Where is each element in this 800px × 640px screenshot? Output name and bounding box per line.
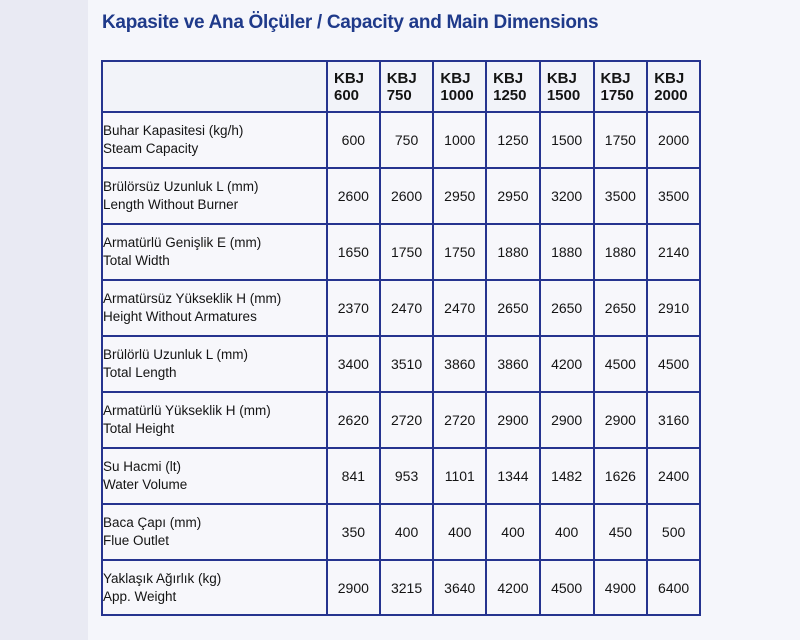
column-model: 750 [386, 86, 412, 104]
table-row [102, 504, 700, 560]
column-model: 1500 [546, 86, 581, 104]
header-corner-cell [102, 61, 327, 112]
row-label-en: Steam Capacity [103, 141, 199, 156]
table-cell: 2650 [594, 280, 648, 336]
column-prefix: KBJ [654, 69, 685, 87]
row-label [102, 168, 327, 224]
page-title: Kapasite ve Ana Ölçüler / Capacity and Main Dimensions [102, 12, 599, 33]
table-cell: 500 [647, 504, 700, 560]
row-label-en: Total Height [103, 421, 175, 436]
column-prefix: KBJ [440, 69, 471, 87]
table-cell: 600 [327, 112, 380, 168]
table-cell: 3510 [380, 336, 434, 392]
table-row [102, 392, 700, 448]
table-cell: 2950 [433, 168, 486, 224]
table-cell: 1344 [486, 448, 540, 504]
row-label [102, 448, 327, 504]
table-cell: 2720 [433, 392, 486, 448]
column-model: 1750 [600, 86, 634, 104]
table-cell: 4200 [540, 336, 594, 392]
row-label-en: Total Length [103, 365, 177, 380]
row-label [102, 336, 327, 392]
table-cell: 400 [380, 504, 434, 560]
row-label [102, 560, 327, 615]
row-label-en: Length Without Burner [103, 197, 239, 212]
row-label [102, 112, 327, 168]
table-cell: 1000 [433, 112, 486, 168]
table-cell: 2370 [327, 280, 380, 336]
table-cell: 953 [380, 448, 434, 504]
row-label-tr: Brülörsüz Uzunluk L (mm) [103, 179, 259, 194]
table-cell: 400 [486, 504, 540, 560]
table-cell: 1880 [594, 224, 648, 280]
table-cell: 4200 [486, 560, 540, 615]
table-cell: 3200 [540, 168, 594, 224]
row-label-tr: Baca Çapı (mm) [103, 515, 202, 530]
table-cell: 2900 [486, 392, 540, 448]
column-header [486, 61, 540, 112]
column-prefix: KBJ [546, 69, 577, 87]
dimensions-table [101, 60, 701, 616]
table-cell: 2900 [594, 392, 648, 448]
row-label [102, 280, 327, 336]
row-label-en: Water Volume [103, 477, 188, 492]
column-header [647, 61, 700, 112]
row-label-tr: Yaklaşık Ağırlık (kg) [103, 570, 222, 586]
row-label-tr: Brülörlü Uzunluk L (mm) [103, 347, 249, 362]
table-cell: 1626 [594, 448, 648, 504]
row-label [102, 224, 327, 280]
table-cell: 2470 [380, 280, 434, 336]
table-cell: 2400 [647, 448, 700, 504]
row-label-en: App. Weight [103, 588, 177, 604]
row-label-en: Total Width [103, 253, 170, 268]
table-cell: 400 [540, 504, 594, 560]
table-cell: 2470 [433, 280, 486, 336]
row-label-tr: Armatürlü Genişlik E (mm) [103, 235, 262, 250]
table-cell: 1750 [594, 112, 648, 168]
table-cell: 1880 [540, 224, 594, 280]
column-header [594, 61, 648, 112]
column-model: 1250 [493, 86, 527, 104]
column-prefix: KBJ [600, 69, 631, 87]
table-cell: 2900 [540, 392, 594, 448]
column-header [433, 61, 486, 112]
table-cell: 2910 [647, 280, 700, 336]
table-cell: 1750 [380, 224, 434, 280]
table-cell: 2950 [486, 168, 540, 224]
column-model: 600 [334, 86, 360, 104]
table-cell: 350 [327, 504, 380, 560]
column-header [540, 61, 594, 112]
column-prefix: KBJ [334, 69, 365, 87]
table-cell: 2900 [327, 560, 380, 615]
row-label [102, 392, 327, 448]
table-cell: 3500 [594, 168, 648, 224]
row-label-tr: Su Hacmi (lt) [103, 459, 182, 474]
table-cell: 841 [327, 448, 380, 504]
table-cell: 4500 [540, 560, 594, 615]
table-cell: 2650 [540, 280, 594, 336]
row-label-tr: Buhar Kapasitesi (kg/h) [103, 123, 244, 138]
table-row [102, 448, 700, 504]
table-cell: 3215 [380, 560, 434, 615]
table-cell: 2600 [380, 168, 434, 224]
table-row [102, 280, 700, 336]
table-cell: 6400 [647, 560, 700, 615]
column-model: 2000 [654, 86, 688, 104]
table-cell: 2140 [647, 224, 700, 280]
table-cell: 2720 [380, 392, 434, 448]
table-row [102, 224, 700, 280]
column-header [380, 61, 434, 112]
table-cell: 3860 [486, 336, 540, 392]
table-cell: 1250 [486, 112, 540, 168]
row-label [102, 504, 327, 560]
table-row [102, 112, 700, 168]
table-cell: 450 [594, 504, 648, 560]
table-cell: 1650 [327, 224, 380, 280]
table-cell: 3160 [647, 392, 700, 448]
table-cell: 2600 [327, 168, 380, 224]
table-cell: 1750 [433, 224, 486, 280]
row-label-en: Height Without Armatures [103, 309, 257, 324]
table-row [102, 560, 700, 615]
table-cell: 4900 [594, 560, 648, 615]
table-cell: 3860 [433, 336, 486, 392]
row-label-tr: Armatürlü Yükseklik H (mm) [103, 403, 271, 418]
header-row [102, 61, 700, 112]
table-cell: 2620 [327, 392, 380, 448]
row-label-tr: Armatürsüz Yükseklik H (mm) [103, 291, 282, 306]
column-prefix: KBJ [386, 69, 417, 87]
column-model: 1000 [440, 86, 474, 104]
row-label-en: Flue Outlet [103, 533, 170, 548]
table-cell: 1101 [433, 448, 486, 504]
column-prefix: KBJ [493, 69, 524, 87]
table-cell: 2650 [486, 280, 540, 336]
table-cell: 1500 [540, 112, 594, 168]
table-cell: 1482 [540, 448, 594, 504]
table-row [102, 168, 700, 224]
table-cell: 4500 [647, 336, 700, 392]
table-cell: 400 [433, 504, 486, 560]
table-cell: 2000 [647, 112, 700, 168]
table-cell: 3640 [433, 560, 486, 615]
table-cell: 3500 [647, 168, 700, 224]
table-cell: 4500 [594, 336, 648, 392]
table-row [102, 336, 700, 392]
column-header [327, 61, 380, 112]
table-cell: 3400 [327, 336, 380, 392]
table-cell: 1880 [486, 224, 540, 280]
table-cell: 750 [380, 112, 434, 168]
